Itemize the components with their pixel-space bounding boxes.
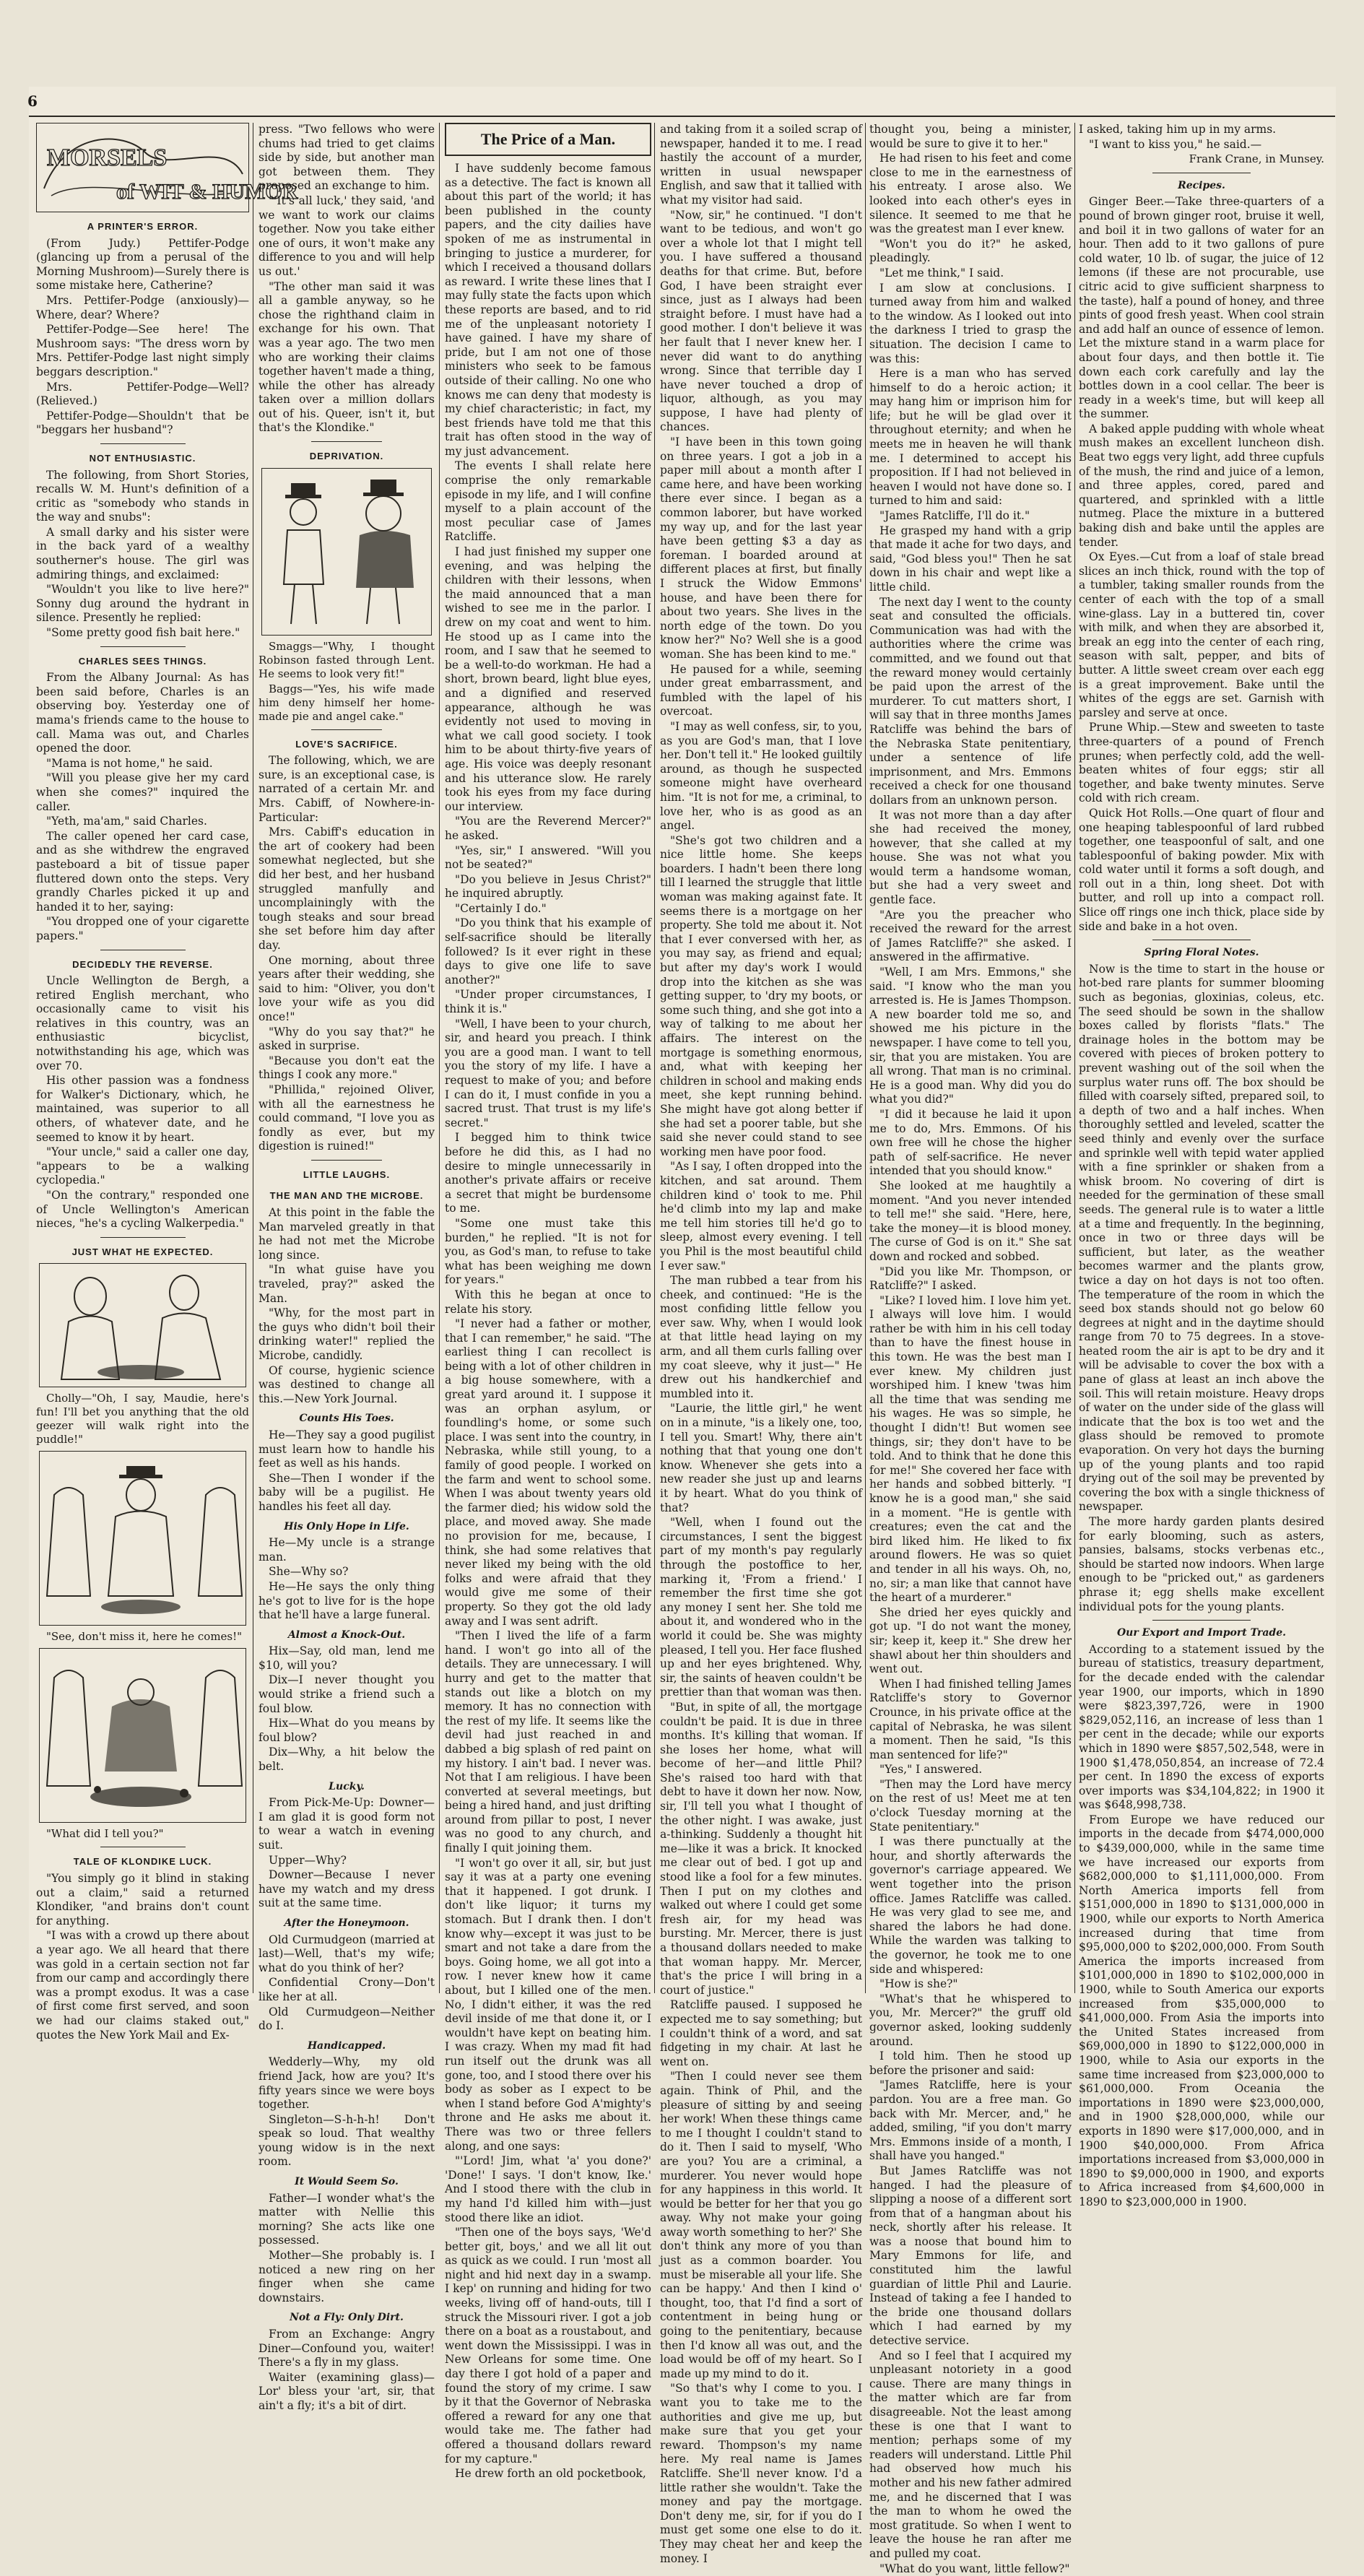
caption: Smaggs—"Why, I thought Robinson fasted through Lent. He seems to look very fit!" [259, 639, 435, 680]
paragraph: "Like? I loved him. I love him yet. I always will love him. I would rather be with him in his cell today than to have the finest house in this town. He was the best man I ever knew. My children just worshiped him. I knew 'twas him all the time that was sending me his wages. He was so simple, he thought I didn't! But women see things, sir; they don't have to be told. And to think that he done this for me!" She covered her face with her hands and sobbed bitterly. "I know he is a good man," she said in a moment. "He is gentle with creatures; even the cat and the bird liked him. He liked to fix around flowers. He was so quiet and tender in all his ways. Oh, no, no, sir; a man like that cannot have the heart of a murderer." [869, 1293, 1072, 1605]
paragraph: "Well, when I found out the circumstances, I sent the biggest part of my month's pay regularly through the postoffice to her, marking it, 'From a friend.' I remember the first time she got any money I sent her. She told me about it, and wondered who in the world it could be. She was mighty pleased, I tell you. Her face flushed up and her eyes brightened. Why, sir, the saints of heaven couldn't be prettier than that woman was then. [660, 1516, 862, 1699]
paragraph: Here is a man who has served himself to do a heroic action; it may hang him or imprison him for life; but he will be glad over it throughout eternity; and when he meets me in heaven he will thank me. I determined to accept his proposition. If I had not believed in heaven I would not have done so. I turned to him and said: [869, 367, 1072, 508]
paragraph: The following, which, we are sure, is an exceptional case, is narrated of a certain Mr. and Mrs. Cabiff, of Nowhere-in-Particular: [259, 754, 435, 824]
paragraph: "Did you like Mr. Thompson, or Ratcliffe?" I asked. [869, 1265, 1072, 1293]
paragraph: "Now, sir," he continued. "I don't want to be tedious, and won't go over a whole lot that I might tell you. I have suffered a thousand deaths for that crime. But, before God, I have been straight ever since, just as I always had been straight before. I must have had a good mother. I don't believe it was her fault that I never knew her. I never did want to do anything wrong. Since that terrible day I have never touched a drop of liquor, although, as you may suppose, I have had plenty of chances. [660, 208, 862, 434]
paragraph: A baked apple pudding with whole wheat mush makes an excellent luncheon dish. Beat two eggs very light, add three cupfuls of the mush, the rind and juice of a lemon, and three apples, cored, pared and quartered, and sprinkled with a little nutmeg. Place the mixture in a buttered baking dish and bake until the apples are tender. [1079, 422, 1324, 549]
paragraph: "Wouldn't you like to live here?" Sonny dug around the hydrant in silence. Presently he replied: [36, 583, 249, 625]
paragraph: Wedderly—Why, my old friend Jack, how are you? It's fifty years since we were boys together. [259, 2055, 435, 2112]
paragraph: "I was with a crowd up there about a year ago. We all heard that there was gold in a certain section not far from our camp and accordingly there was a prompt exodus. It was a case of first come first served, and soon we had our claims staked out," quotes the New York Mail and Ex- [36, 1929, 249, 2042]
paragraph: "Do you believe in Jesus Christ?" he inquired abruptly. [445, 872, 651, 901]
divider [311, 1160, 382, 1161]
paragraph: "I never had a father or mother, that I can remember," he said. "The earliest thing I can recollect is being with a lot of other children in a big house somewhere, with a great yard around it. I suppose it was an orphan asylum, or foundling's home, or some such place. I was sent into the country, in Nebraska, while still young, to a family of good people. I worked on the farm and went to school some. When I was about twenty years old the farmer died; his widow sold the place, and moved away. She made no provision for me, because, I think, she had some relatives that never liked my being with the old folks and were afraid that they would give me some of their property. So they got the old lady away and I was sent adrift. [445, 1317, 651, 1628]
caption: "See, don't miss it, here he comes!" [46, 1630, 243, 1644]
paragraph: "I want to kiss you," he said.— [1089, 137, 1262, 151]
masthead-title-1: MORSELS [47, 144, 168, 171]
divider [311, 729, 382, 730]
paragraph: The events I shall relate here comprise the only remarkable episode in my life, and I will confine myself to a plain account of the most peculiar case of James Ratcliffe. [445, 459, 651, 544]
paragraph: press. "Two fellows who were chums had tried to get claims side by side, but another man got between them. They proposed an exchange to him. [259, 123, 435, 193]
paragraph: "Are you the preacher who received the reward for the arrest of James Ratcliffe?" she asked. I answered in the affirmative. [869, 908, 1072, 964]
paragraph: Hix—Say, old man, lend me $10, will you? [259, 1644, 435, 1672]
section-title: LITTLE LAUGHS. [303, 1168, 391, 1180]
paragraph: He—He says the only thing he's got to live for is the hope that he'll have a large funeral. [259, 1579, 435, 1622]
paragraph: "Certainly I do." [455, 901, 547, 915]
paragraph: From an Exchange: Angry Diner—Confound you, waiter! There's a fly in my glass. [259, 2328, 435, 2369]
paragraph: "You dropped one of your cigarette papers." [36, 915, 249, 942]
paragraph: "What's that he whispered to you, Mr. Mercer?" the gruff old governor asked, looking suddenly around. [869, 1992, 1072, 2048]
paragraph: He—My uncle is a strange man. [259, 1536, 435, 1564]
paragraph: From the Albany Journal: As has been said before, Charles is an observing boy. Yesterday one of mama's friends came to the house to call. Mama was out, and Charles opened the door. [36, 671, 249, 755]
paragraph: Ox Eyes.—Cut from a loaf of stale bread slices an inch thick, round with the top of a tumbler, taking smaller rounds from the center of each with the top of a small wine-glass. Lay in a buttered tin, cover with milk, and when they are absorbed it, break an egg into the center of each ring, season with salt, pepper, and bits of butter. A little sweet cream over each egg is a great improvement. Bake until the whites of the eggs are set. Garnish with parsley and serve at once. [1079, 550, 1324, 719]
paragraph: Hix—What do you means by foul blow? [259, 1717, 435, 1744]
byline: Frank Crane, in Munsey. [1189, 152, 1324, 166]
paragraph: And so I feel that I acquired my unpleasant notoriety in a good cause. There are many things in the matter which are far from disagreeable. Not the least among these is one that I want to mention; perhaps some of my readers will understand. Little Phil had observed how much his mother and his new father admired me, and he discerned that I was the man to whom he owed the most gratitude. So when I went to leave the house he ran after me and pulled my coat. [869, 2349, 1072, 2560]
header-rule [29, 116, 1335, 117]
paragraph: "Why do you say that?" he asked in surprise. [259, 1025, 435, 1053]
paragraph: I told him. Then he stood up before the prisoner and said: [869, 2050, 1072, 2077]
paragraph: Waiter (examining glass)—Lor' bless your 'art, sir, that ain't a fly; it's a bit of dirt. [259, 2370, 435, 2412]
story-title: A PRINTER'S ERROR. [87, 221, 199, 232]
paragraph: "Because you don't eat the things I cook any more." [259, 1054, 435, 1082]
story-title: TALE OF KLONDIKE LUCK. [73, 1856, 212, 1868]
paragraph: The following, from Short Stories, recalls W. M. Hunt's definition of a critic as "somebody who stands in the way and snubs": [36, 468, 249, 524]
puddle-cartoon-icon [40, 1649, 246, 1822]
paragraph: "Then may the Lord have mercy on the rest of us! Meet me at ten o'clock Tuesday morning at the State penitentiary." [869, 1777, 1072, 1834]
story-title: THE MAN AND THE MICROBE. [269, 1190, 424, 1202]
column-rule [1074, 123, 1075, 1993]
paragraph: "Will you please give her my card when she comes?" inquired the caller. [36, 771, 249, 813]
caption: Cholly—"Oh, I say, Maudie, here's fun! I'll bet you anything that the old geezer will walk right into the puddle!" [36, 1392, 249, 1447]
paragraph: Confidential Crony—Don't like her at all. [259, 1976, 435, 2003]
paragraph: "What do you want, little fellow?" [879, 2562, 1070, 2575]
paragraph: "James Ratcliffe, here is your pardon. You are a free man. Go back with Mr. Mercer, and," he added, smiling, "if you don't marry Mrs. Emmons inside of a month, I shall have you hanged." [869, 2078, 1072, 2163]
paragraph: "The other man said it was all a gamble anyway, so he chose the righthand claim in exchange for his own. That was a year ago. The two men who are working their claims together haven't made a thing, while the other has already taken over a million dollars out of his. Queer, isn't it, but that's the Klondike." [259, 279, 435, 435]
paragraph: Mrs. Pettifer-Podge—Well? (Relieved.) [36, 380, 249, 408]
column-rule [865, 123, 866, 1993]
paragraph: thought you, being a minister, would be sure to give it to her." [869, 123, 1072, 150]
paragraph: "James Ratcliffe, I'll do it." [879, 509, 1030, 523]
divider [311, 441, 382, 442]
column-rule [654, 123, 655, 1993]
paragraph: I asked, taking him up in my arms. [1079, 123, 1277, 136]
paragraph: He had risen to his feet and come close to me in the earnestness of his entreaty. I arose also. We looked into each other's eyes in silence. It seemed to me that he was the greatest man I ever knew. [869, 152, 1072, 236]
paragraph: "Then I could never see them again. Think of Phil, and the pleasure of sitting by and seeing her work! When these things came to me I thought I couldn't stand to do it. Then I said to myself, 'Who are you? You are a criminal, a murderer. You never would hope for any happiness in this world. It would be better for her that you go away. Why not make your going away worth something to her?' She don't think any more of you than just as a common boarder. You must be miserable all your life. She can be happy.' And then I kind o' thought, too, that I'd find a sort of contentment in being hung or going to the penitentiary, because then I'd know all was out, and the load would be off of my heart. So I made up my mind to do it. [660, 2070, 862, 2380]
paragraph: Prune Whip.—Stew and sweeten to taste three-quarters of a pound of French prunes; when perfectly cold, add the well-beaten whites of four eggs; stir all together, and bake twenty minutes. Serve cold with rich cream. [1079, 721, 1324, 805]
paragraph: "Some pretty good fish bait here." [46, 626, 240, 640]
paragraph: "I won't go over it all, sir, but just say it was at a party one evening that it happened. I got drunk. I don't like liquor; it turns my stomach. But I drank then. I don't know why—except it was just to be smart and not take a dare from the boys. Going home, we all got into a row. I never knew how it came about, but I killed one of the men. No, I didn't either, it was the red devil inside of me that done it, or I wouldn't have kept on beating him. I was crazy. When my mad fit had run itself out the drunk was all gone, too, and I stood there over his body as sober as I expect to be when I stand before God A'mighty's throne and He asks me about it. There was two or three fellers along, and one says: [445, 1856, 651, 2153]
paragraph: When I had finished telling James Ratcliffe's story to Governor Crounce, in his private office at the capital of Nebraska, he was silent a moment. Then he said, "Is this man sentenced for life?" [869, 1677, 1072, 1761]
paragraph: I had just finished my supper one evening, and was helping the children with their lessons, when the maid announced that a man wished to see me in the parlor. I drew on my coat and went to him. He stood up as I came into the room, and I saw that he seemed to be a well-to-do workman. He had a short, brown beard, light blue eyes, and a dignified and reserved appearance, although he was evidently not used to moving in what we call good society. I took him to be about thirty-five years of age. His voice was deeply resonant and his utterance slow. He rarely took his eyes from my face during our interview. [445, 545, 651, 813]
paragraph: "Then I lived the life of a farm hand. I won't go into all of the details. They are unnecessary. I will hurry and get to the matter that stands out like a blotch on my memory. It has no connection with the rest of my life. It seems like the devil had just reached in and dabbed a big splash of red paint on my history. I ain't bad. I never was. Not that I am religious. I have been converted at several meetings, but being a hired hand, and just drifting around from pillar to post, I never was no good to any church, and finally I quit joining them. [445, 1629, 651, 1855]
column-1 [36, 123, 298, 2042]
paragraph: Singleton—S-h-h-h! Don't speak so loud. That wealthy young widow is in the next room. [259, 2112, 435, 2169]
column-2 [259, 123, 435, 2412]
caption: Baggs—"Yes, his wife made him deny himself her home-made pie and angel cake." [259, 682, 435, 723]
paragraph: "So that's why I come to you. I want you to take me to the authorities and give me up, but make sure that you get your reward. Thompson's my name here. My real name is James Ratcliffe. She'll never know. I'd a little rather she wouldn't. Take the money and pay the mortgage. Don't deny me, sir, for if you do I must get some one else to do it. They may cheat her and keep the money. I [660, 2382, 862, 2565]
paragraph: "Let me think," I said. [879, 266, 1004, 279]
paragraph: "Some one must take this burden," he replied. "It is not for you, as God's man, to refuse to take what has been weighing me down for years." [445, 1216, 651, 1287]
paragraph: He grasped my hand with a grip that made it ache for two days, and said, "God bless you!" Then he sat down in his chair and wept like a little child. [869, 524, 1072, 594]
paragraph: The next day I went to the county seat and consulted the officials. Communication was had with the authorities where the crime was committed, and we found out that the reward money would certainly be paid upon the arrest of the murderer. To cut matters short, I will say that in three months James Ratcliffe was behind the bars of the Nebraska State penitentiary, under a sentence of life imprisonment, and Mrs. Emmons received a check for one thousand dollars from an unknown person. [869, 595, 1072, 807]
paragraph: "Then one of the boys says, 'We'd better git, boys,' and we all lit out as quick as we could. I run 'most all night and hid next day in a swamp. I kep' on running and hiding for two weeks, living off of hand-outs, till I struck the Missouri river. I got a job there on a boat as a roustabout, and went down the Mississippi. I was in New Orleans for some time. One day there I got hold of a paper and found the story of my crime. I saw by it that the Governor of Nebraska offered a reward for any one that would take me. The father had offered a thousand dollars reward for my capture." [445, 2226, 651, 2466]
page-number: 6 [27, 92, 38, 110]
paragraph: "Yeth, ma'am," said Charles. [46, 815, 207, 828]
paragraph: "Phillida," rejoined Oliver, with all the earnestness he could command, "I love you as fondly as ever, but my digestion is ruined!" [259, 1083, 435, 1153]
paragraph: At this point in the fable the Man marveled greatly in that he had not met the Microbe long since. [259, 1206, 435, 1262]
paragraph: Uncle Wellington de Bergh, a retired English merchant, who occasionally came to visit his relatives in this country, was an enthusiastic bicyclist, notwithstanding his age, which was over 70. [36, 974, 249, 1072]
paragraph: The caller opened her card case, and as she withdrew the engraved pasteboard a bit of tissue paper fluttered down onto the steps. Very grandly Charles picked it up and handed it to her, saying: [36, 829, 249, 914]
masthead-banner [36, 123, 298, 212]
paragraph: "I may as well confess, sir, to you, as you are God's man, that I love her. Don't tell it." He looked guiltily around, as though he suspected someone might have overheard him. "It is not for me, a criminal, to love her, who is as good as an angel. [660, 719, 862, 833]
story-title: DEPRIVATION. [309, 451, 384, 462]
old-man-cartoon-icon [40, 1452, 246, 1625]
paragraph: I have suddenly become famous as a detective. The fact is known all about this part of the world; it has been published in the county papers, and the city dailies have spoken of me as instrumental in bringing to justice a murderer, for which I received a thousand dollars as reward. I write these lines that I may fully state the facts upon which these reports are based, and to rid me of the unpleasant notoriety I have gained. I have my share of pride, but I am not one of those ministers who seek to be famous outside of their calling. No one who knows me can deny that modesty is my chief characteristic; in fact, my best friends have told me that this trait has often stood in the way of my just advancement. [445, 162, 651, 458]
paragraph: Old Curmudgeon—Neither do I. [259, 2005, 435, 2033]
paragraph: "Your uncle," said a caller one day, "appears to be a walking cyclopedia." [36, 1145, 249, 1187]
paragraph: Now is the time to start in the house or hot-bed rare plants for summer blooming such as begonias, gloxinias, coleus, etc. The seed should be sown in the shallow boxes called by florists "flats." The drainage holes in the bottom may be covered with pieces of broken pottery to prevent washing out of the soil when the surplus water runs off. The box should be filled with coarsely sifted, prepared soil, to a depth of two and a half inches. When thoroughly settled and leveled, scatter the seed thinly and evenly over the surface and sprinkle well with tepid water applied with a fine sprinkler or shaken from a whisk broom. No covering of dirt is needed for the germination of these small seeds. The general rule is to water a little at a time and frequently. In the beginning, once in two or three days will be sufficient, but later, as the weather becomes warmer and the plants grow, twice a day on hot days is not too often. The temperature of the room in which the seed box stands should not go below 60 degrees at night and in the daytime should range from 70 to 75 degrees. In a stove-heated room the air is apt to be dry and it will be advisable to cover the box with a pane of glass at least an inch above the soil. This will retain moisture. Heavy drops of water on the under side of the glass will indicate that the box is too wet and the glass should be removed to promote evaporation. On very hot days the burning up of the young plants and too rapid drying out of the soil may be prevented by covering the box with a single thickness of newspaper. [1079, 962, 1324, 1514]
column-6 [1079, 123, 1324, 2208]
paragraph: She looked at me haughtily a moment. "And you never intended to tell me!" she said. "Here, here, take the money—it is blood money. The curse of God is on it." She sat down and rocked and sobbed. [869, 1179, 1072, 1263]
paragraph: It was not more than a day after she had received the money, however, that she called at my house. She was not what you would term a handsome woman, but she had a very sweet and gentle face. [869, 808, 1072, 907]
paragraph: Mother—She probably is. I noticed a new ring on her finger when she came downstairs. [259, 2249, 435, 2304]
paragraph: "As I say, I often dropped into the kitchen, and sat around. Them children kind o' took to me. Phil he'd climb into my lap and make me tell him stories till he'd go to sleep, almost every evening. I tell you Phil is the most beautiful child I ever saw." [660, 1160, 862, 1272]
divider [100, 646, 186, 647]
paragraph: "On the contrary," responded one of Uncle Wellington's American nieces, "he's a cycling Walkerpedia." [36, 1189, 249, 1231]
section-title: Spring Floral Notes. [1144, 947, 1259, 959]
story-title: DECIDEDLY THE REVERSE. [72, 958, 213, 970]
story-title: CHARLES SEES THINGS. [78, 655, 207, 667]
deprivation-cartoon [261, 468, 432, 636]
column-3 [445, 123, 651, 2481]
story-title: His Only Hope in Life. [284, 1520, 409, 1532]
paragraph: "Well, I have been to your church, sir, and heard you preach. I think you are a good man. I want to tell you the story of my life. I have a request to make of you; and before I can do it, I must confide in you a sacred trust. That trust is my life's secret." [445, 1017, 651, 1129]
paragraph: He paused for a while, seeming under great embarrassment, and fumbled with the lapel of his overcoat. [660, 662, 862, 719]
paragraph: He—They say a good pugilist must learn how to handle his feet as well as his hands. [259, 1428, 435, 1470]
paragraph: "Why, for the most part in the guys who didn't boil their drinking water!" replied the Microbe, candidly. [259, 1306, 435, 1362]
story-title: Almost a Knock-Out. [287, 1629, 406, 1641]
paragraph: Pettifer-Podge—Shouldn't that be "beggars her husband"? [36, 409, 249, 437]
feature-story-title: The Price of a Man. [445, 123, 651, 156]
two-men-cartoon-icon [262, 469, 431, 635]
cartoon-panel-3 [39, 1648, 246, 1823]
divider [100, 443, 186, 444]
paragraph: From Europe we have reduced our imports in the decade from $474,000,000 to $439,000,000, while in the same time we have increased our exports from $682,000,000 to $1,111,000,000. From North America imports fell from $151,000,000 in 1890 to $131,000,000 in 1900, while our exports to North America increased during that time from $95,000,000 to $202,000,000. From South America the imports increased from $101,000,000 in 1890 to $102,000,000 in 1900, while to South America our exports increased from $35,000,000 to $41,000,000. From Asia the imports into the United States increased from $69,000,000 in 1890 to $122,000,000 in 1900, while to Asia our exports in the same time increased from $23,000,000 to $61,000,000. From Oceania the importations in 1890 were $23,000,000, and in 1900 $28,000,000, while our exports in 1890 were $17,000,000, and in 1900 $40,000,000. From Africa importations increased from $3,000,000 in 1890 to $9,000,000 in 1900, and exports to Africa increased from $4,600,000 in 1890 to $23,000,000 in 1900. [1079, 1813, 1324, 2208]
paragraph: Downer—Because I never have my watch and my dress suit at the same time. [259, 1868, 435, 1910]
column-5 [869, 123, 1072, 2575]
paragraph: "'It's all luck,' they said, 'and we want to work our claims together. Now you take either one of ours, it won't make any difference to you and will help us out.' [259, 194, 435, 278]
paragraph: "'Lord! Jim, what 'a' you done?' 'Done!' I says. 'I don't know, Ike.' And I stood there with the club in my hand I'd killed him with—just stood there like an idiot. [445, 2154, 651, 2224]
paragraph: His other passion was a fondness for Walker's Dictionary, which, he maintained, was superior to all others, of whatever date, and he seemed to know it by heart. [36, 1074, 249, 1144]
section-title: Recipes. [1178, 179, 1225, 191]
paragraph: "Under proper circumstances, I think it is." [445, 988, 651, 1016]
section-title: Our Export and Import Trade. [1116, 1627, 1287, 1639]
paragraph: She—Why so? [269, 1565, 349, 1579]
paragraph: Ginger Beer.—Take three-quarters of a pound of brown ginger root, bruise it well, and boil it in two gallons of water for an hour. Then add to it two gallons of pure cold water, 10 lb. of sugar, the juice of 12 lemons (if these are not procurable, use citric acid to give sufficient sharpness to the taste), half a pound of honey, and three pints of good fresh yeast. When cool strain and add half an ounce of essence of lemon. Let the mixture stand in a warm place for about four days, and then bottle it. Tie down each cork carefully and lay the bottles down in a cool cellar. The beer is ready in a week's time, but will keep all the summer. [1079, 195, 1324, 421]
paragraph: Father—I wonder what's the matter with Nellie this morning? She acts like one possessed. [259, 2191, 435, 2247]
paragraph: Mrs. Pettifer-Podge (anxiously)—Where, dear? Where? [36, 293, 249, 321]
story-title: JUST WHAT HE EXPECTED. [71, 1246, 214, 1257]
story-title: LOVE'S SACRIFICE. [295, 738, 398, 750]
paragraph: I was there punctually at the hour, and shortly afterwards the governor's carriage appeared. We went together into the prison office. James Ratcliffe was called. He was very glad to see me, and shared the labors he had done. While the warden was talking to the governor, he took me to one side and whispered: [869, 1835, 1072, 1976]
story-title: Not a Fly: Only Dirt. [290, 2312, 404, 2324]
paragraph: "I have been in this town going on three years. I got a job in a paper mill about a month after I came here, and have been working there ever since. I began as a common laborer, but have worked my way up, and for the last year have been getting $3 a day as foreman. I boarded around at different places at first, but finally I struck the Widow Emmons' house, and have been there for about two years. She lives in the north edge of the town. Do you know her?" No? Well she is a good woman. She has been kind to me." [660, 435, 862, 661]
cartoon-panel-2 [39, 1451, 246, 1626]
couple-cartoon-icon [40, 1264, 246, 1387]
paragraph: "Laurie, the little girl," he went on in a minute, "is a likely one, too, I tell you. Smart! Why, there ain't nothing that that young one don't know. Whenever she gets into a new reader she just up and learns it by heart. What do you think of that? [660, 1402, 862, 1514]
paragraph: "Mama is not home," he said. [46, 756, 213, 770]
paragraph: "You are the Reverend Mercer?" he asked. [445, 815, 651, 842]
story-title: Handicapped. [307, 2039, 386, 2052]
paragraph: Pettifer-Podge—See here! The Mushroom says: "The dress worn by Mrs. Pettifer-Podge last night simply beggars description." [36, 323, 249, 378]
story-title: Counts His Toes. [299, 1413, 394, 1425]
paragraph: "She's got two children and a nice little home. She keeps boarders. I hadn't been there long till I learned the struggle that little woman was making against fate. It seems there is a mortgage on her property. She told me about it. Not that I ever conversed with her, as you may say, as friend and equal; but after my day's work I would drop into the kitchen as she was getting supper, to 'dry my boots, or some such thing, and she got into a way of talking to me about her affairs. The interest on the mortgage is something enormous, and, what with keeping her children in school and making ends meet, she kept running behind. She might have got along better if she had set a poorer table, but she said she never could stand to see working men have poor food. [660, 833, 862, 1158]
paragraph: But James Ratcliffe was not hanged. I had the pleasure of slipping a noose of a different sort from that of a hangman about his neck, shortly after his release. It was a noose that bound him to Mary Emmons for life, and constituted him the lawful guardian of little Phil and Laurie. Instead of taking a fee I handed to the bride one thousand dollars which I had earned by my detective service. [869, 2164, 1072, 2348]
story-title: NOT ENTHUSIASTIC. [89, 452, 196, 464]
masthead-ornament-icon [37, 123, 298, 212]
paragraph: Dix—Why, a hit below the belt. [259, 1745, 435, 1774]
paragraph: According to a statement issued by the bureau of statistics, treasury department, for the decade ended with the calendar year 1900, our imports, which in 1890 were $823,397,726, were in 1900 $829,052,116, an increase of less than 1 per cent in the decade; while our exports which in 1890 were $857,502,548, were in 1900 $1,478,050,854, an increase of 72.4 per cent. In 1890 the excess of exports over imports was $34,104,822; in 1900 it was $648,998,738. [1079, 1642, 1324, 1812]
paragraph: Mrs. Cabiff's education in the art of cookery had been somewhat neglected, but she did her best, and her husband struggled manfully and uncomplainingly with the tough steaks and sour bread she set before him day after day. [259, 825, 435, 952]
paragraph: "Do you think that his example of self-sacrifice should be literally followed? Is it ever right in these days to give one life to save another?" [445, 916, 651, 986]
column-4 [660, 123, 862, 2565]
paragraph: "Won't you do it?" he asked, pleadingly. [869, 237, 1072, 265]
paragraph: (From Judy.) Pettifer-Podge (glancing up from a perusal of the Morning Mushroom)—Surely there is some mistake here, Catherine? [36, 236, 249, 292]
paragraph: Upper—Why? [269, 1853, 347, 1867]
paragraph: Dix—I never thought you would strike a friend such a foul blow. [259, 1673, 435, 1715]
paragraph: I am slow at conclusions. I turned away from him and walked to the window. As I looked out into the darkness I tried to grasp the situation. The decision I came to was this: [869, 281, 1072, 365]
paragraph: She—Then I wonder if the baby will be a pugilist. He handles his feet all day. [259, 1471, 435, 1513]
story-title: It Would Seem So. [295, 2176, 399, 2188]
paragraph: With this he began at once to relate his story. [445, 1288, 651, 1316]
paragraph: Ratcliffe paused. I supposed he expected me to say something; but I couldn't think of a word, and sat fidgeting in my chair. At last he went on. [660, 1998, 862, 2068]
paragraph: "You simply go it blind in staking out a claim," said a returned Klondiker, "and brains don't count for anything. [36, 1871, 249, 1927]
paragraph: "How is she?" [879, 1977, 958, 1991]
paragraph: The man rubbed a tear from his cheek, and continued: "He is the most confiding little fellow you ever saw. Why, when I would look at that little head laying on my arm, and all them curls falling over my coat sleeve, why it just—" He drew out his handkerchief and mumbled into it. [660, 1274, 862, 1400]
story-title: After the Honeymoon. [284, 1917, 409, 1929]
story-title: Lucky. [329, 1780, 365, 1792]
paragraph: The more hardy garden plants desired for early blooming, such as asters, pansies, balsams, stocks verbenas etc., should be started now indoors. When large enough to be "pricked out," as gardeners phrase it; egg shells make excellent individual pots for the young plants. [1079, 1515, 1324, 1613]
paragraph: "Yes, sir," I answered. "Will you not be seated?" [445, 844, 651, 872]
paragraph: and taking from it a soiled scrap of newspaper, handed it to me. I read hastily the account of a murder, written in usual newspaper English, and saw that it tallied with what my visitor had said. [660, 123, 862, 207]
paragraph: "In what guise have you traveled, pray?" asked the Man. [259, 1263, 435, 1305]
divider [1152, 1620, 1251, 1621]
paragraph: A small darky and his sister were in the back yard of a wealthy southerner's house. The girl was admiring things, and exclaimed: [36, 525, 249, 581]
cartoon-panel-1 [39, 1263, 246, 1387]
column-rule [439, 123, 440, 1993]
paragraph: Old Curmudgeon (married at last)—Well, that's my wife; what do you think of her? [259, 1933, 435, 1974]
paragraph: One morning, about three years after their wedding, she said to him: "Oliver, you don't love your wife as you did once!" [259, 953, 435, 1023]
paragraph: Of course, hygienic science was destined to change all this.—New York Journal. [259, 1363, 435, 1405]
paragraph: "But, in spite of all, the mortgage couldn't be paid. It is due in three months. It's killing that woman. If she loses her home, what will become of her—and little Phil? She's raised too hard with that debt to have it down her now. Now, sir, I'll tell you what I thought of the other night. I was awake, just a-thinking. Suddenly a thought hit me—like it was a brick. It knocked me clear out of bed. I got up and stood like a fool for a few minutes. Then I put on my clothes and walked out where I could get some fresh air, for my head was bursting. Mr. Mercer, there is just a thousand dollars needed to make that woman happy. Mr. Mercer, that's the price I will bring in a court of justice." [660, 1700, 862, 1997]
paragraph: Quick Hot Rolls.—One quart of flour and one heaping tablespoonful of lard rubbed together, one teaspoonful of salt, and one tablespoonful of baking powder. Mix with cold water until it forms a soft dough, and roll out in a thin, long sheet. Dot with butter, and roll up into a compact roll. Slice off rings one inch thick, place side by side and bake in a hot oven. [1079, 806, 1324, 933]
paragraph: She dried her eyes quickly and got up. "I do not want the money, sir; keep it, keep it." She drew her shawl about her thin shoulders and went out. [869, 1605, 1072, 1676]
paragraph: I begged him to think twice before he did this, as I had no desire to mingle unnecessarily in another's private affairs or receive a secret that might be burdensome to me. [445, 1131, 651, 1215]
paragraph: From Pick-Me-Up: Downer—I am glad it is good form not to wear a watch in evening suit. [259, 1796, 435, 1852]
masthead-title-2: of WIT & HUMOR [116, 180, 298, 204]
caption: "What did I tell you?" [46, 1827, 164, 1841]
paragraph: "Yes," I answered. [879, 1763, 983, 1777]
divider [100, 1237, 186, 1238]
paragraph: "I did it because he laid it upon me to do, Mrs. Emmons. Of his own free will he chose the higher path of self-sacrifice. He never intended that you should know." [869, 1107, 1072, 1178]
paragraph: He drew forth an old pocketbook, [455, 2467, 646, 2481]
paragraph: "Well, I am Mrs. Emmons," she said. "I know who the man you arrested is. He is James Thompson. A new boarder told me so, and showed me his picture in the newspaper. I have come to tell you, sir, that you are mistaken. You are all wrong. That man is no criminal. He is a good man. Why did you do what you did?" [869, 966, 1072, 1106]
